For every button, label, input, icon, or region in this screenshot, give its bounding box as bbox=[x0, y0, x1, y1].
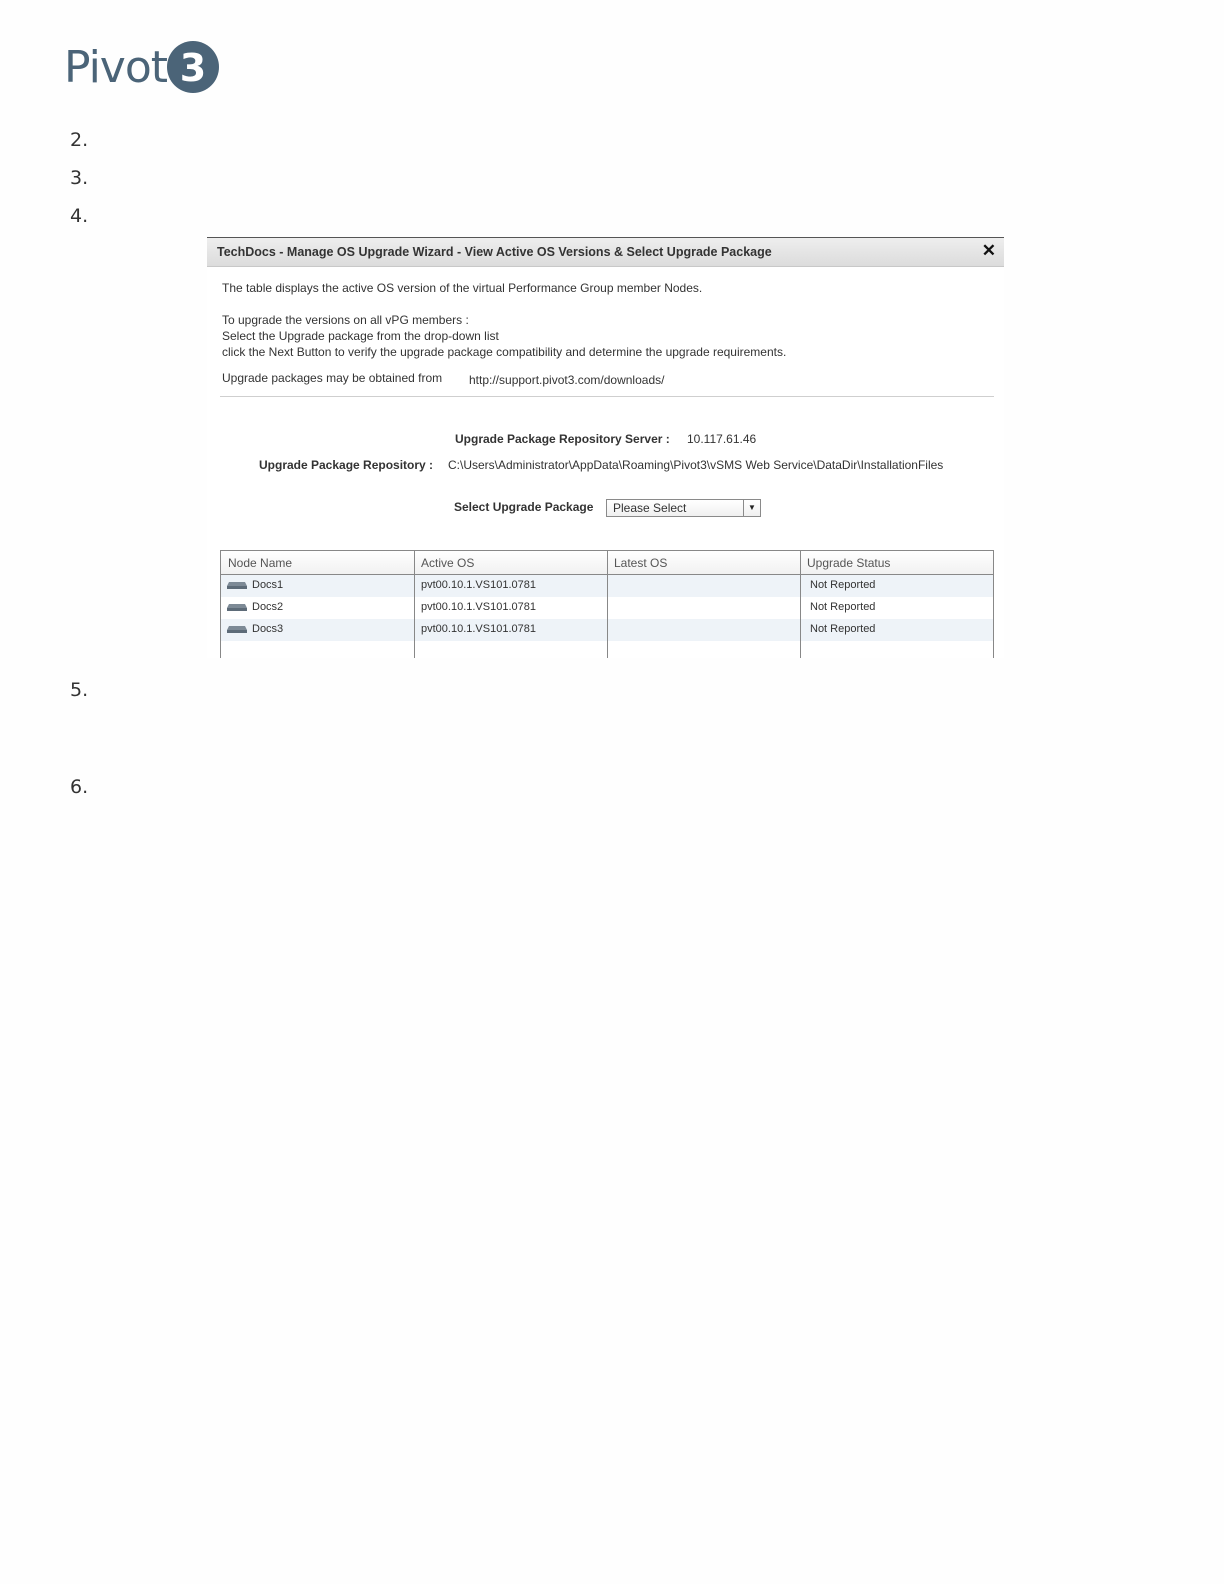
cell-active-os: pvt00.10.1.VS101.0781 bbox=[421, 601, 536, 613]
close-icon[interactable]: ✕ bbox=[981, 241, 996, 260]
cell-upgrade-status: Not Reported bbox=[810, 601, 876, 613]
pivot3-logo bbox=[64, 40, 224, 96]
cell-node-name: Docs2 bbox=[252, 601, 284, 613]
cell-active-os: pvt00.10.1.VS101.0781 bbox=[421, 579, 536, 591]
column-header-active-os[interactable]: Active OS bbox=[421, 556, 475, 570]
step-number-4: 4. bbox=[70, 205, 89, 227]
column-divider bbox=[607, 551, 608, 658]
repo-path-label: Upgrade Package Repository : bbox=[259, 458, 434, 472]
intro-text-line-1: The table displays the active OS version of the virtual Performance Group member Nodes. bbox=[222, 281, 703, 295]
column-divider bbox=[414, 551, 415, 658]
cell-upgrade-status: Not Reported bbox=[810, 579, 876, 591]
repo-path-value: C:\Users\Administrator\AppData\Roaming\Pivot3\vSMS Web Service\DataDir\InstallationFiles bbox=[448, 458, 944, 472]
cell-upgrade-status: Not Reported bbox=[810, 623, 876, 635]
column-header-upgrade-status[interactable]: Upgrade Status bbox=[807, 556, 891, 570]
intro-text-line-3: Select the Upgrade package from the drop-down list bbox=[222, 329, 499, 343]
server-node-icon bbox=[227, 603, 247, 612]
step-number-6: 6. bbox=[70, 776, 89, 798]
node-version-table bbox=[220, 550, 994, 658]
repo-server-value: 10.117.61.46 bbox=[687, 432, 757, 446]
intro-text-line-2: To upgrade the versions on all vPG members : bbox=[222, 313, 469, 327]
upgrade-package-select[interactable] bbox=[606, 499, 761, 517]
column-divider bbox=[800, 551, 801, 658]
column-header-node-name[interactable]: Node Name bbox=[228, 556, 293, 570]
chevron-down-icon[interactable]: ▼ bbox=[743, 500, 760, 516]
select-current-value: Please Select bbox=[613, 501, 687, 515]
step-number-3: 3. bbox=[70, 167, 89, 189]
packages-download-link[interactable]: http://support.pivot3.com/downloads/ bbox=[469, 373, 665, 387]
server-node-icon bbox=[227, 625, 247, 634]
intro-text-line-4: click the Next Button to verify the upgrade package compatibility and determine the upgrade requirements. bbox=[222, 345, 787, 359]
server-node-icon bbox=[227, 581, 247, 590]
upgrade-wizard-dialog bbox=[207, 237, 1004, 658]
select-package-label: Select Upgrade Package bbox=[454, 500, 594, 514]
step-number-5: 5. bbox=[70, 679, 89, 701]
repo-server-label: Upgrade Package Repository Server : bbox=[455, 432, 670, 446]
dialog-title: TechDocs - Manage OS Upgrade Wizard - View Active OS Versions & Select Upgrade Package bbox=[217, 245, 772, 259]
logo-mark-icon bbox=[166, 40, 220, 94]
cell-node-name: Docs3 bbox=[252, 623, 284, 635]
packages-source-label: Upgrade packages may be obtained from bbox=[222, 371, 443, 385]
step-number-2: 2. bbox=[70, 129, 89, 151]
cell-active-os: pvt00.10.1.VS101.0781 bbox=[421, 623, 536, 635]
dialog-titlebar bbox=[207, 237, 1004, 267]
logo-wordmark: Pivot bbox=[64, 42, 168, 93]
section-divider bbox=[220, 396, 994, 397]
column-header-latest-os[interactable]: Latest OS bbox=[614, 556, 668, 570]
cell-node-name: Docs1 bbox=[252, 579, 284, 591]
svg-text:3: 3 bbox=[179, 46, 207, 90]
